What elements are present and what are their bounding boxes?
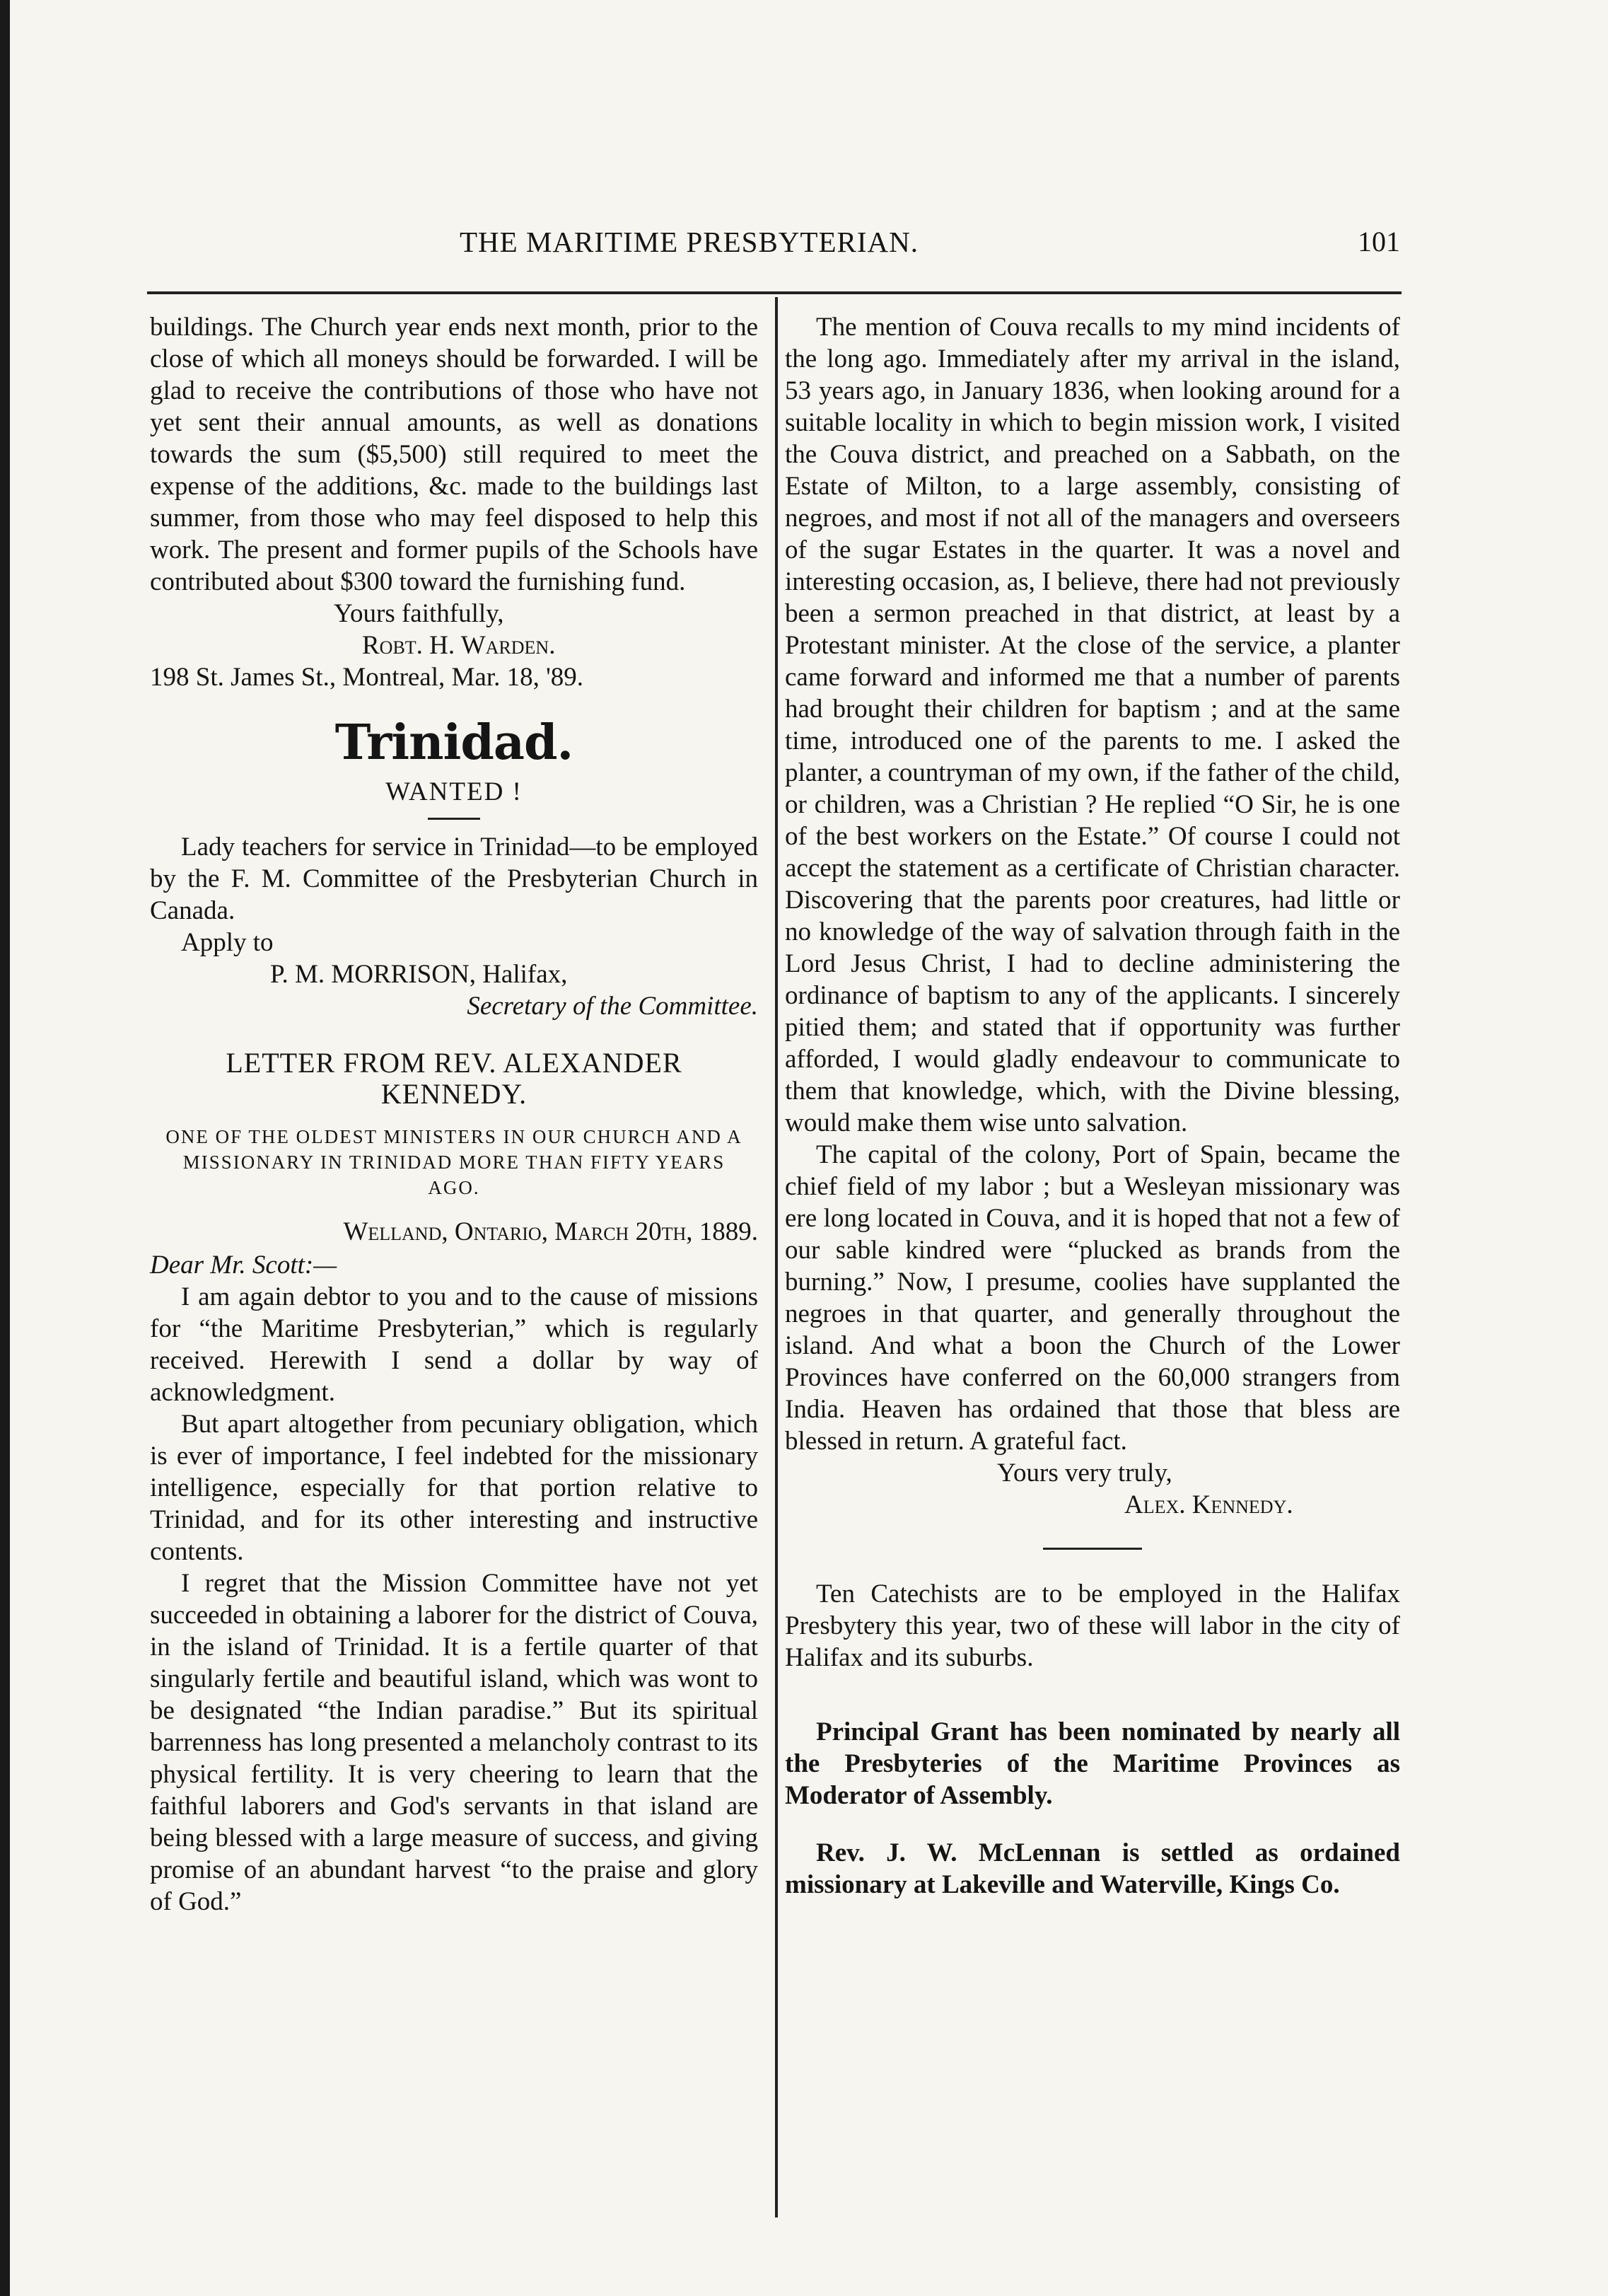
running-title: THE MARITIME PRESBYTERIAN. [460, 226, 919, 258]
warden-signature: Robt. H. Warden. [362, 631, 556, 660]
right-column [785, 311, 1400, 1901]
letter-subtitle: ONE OF THE OLDEST MINISTERS IN OUR CHURCH AND A MISSIONARY IN TRINIDAD MORE THAN FIFTY YEARS AGO. [165, 1126, 742, 1198]
kennedy-signature: Alex. Kennedy. [1124, 1490, 1293, 1519]
apply-to: Apply to [181, 928, 274, 957]
letter-paragraph-3: I regret that the Mission Committee have not yet succeeded in obtaining a laborer for the district of Couva, in the island of Trinidad. It is a fertile quarter of that singularly fertile and beautiful island, which was wont to be designated “the Indian paradise.” But its spiritual barrenness has long presented a melancholy contrast to its physical fertility. It is very cheering to learn that the faithful laborers and God's servants in that island are being blessed with a large measure of success, and giving promise of an abundant harvest “to the praise and glory of God.” [150, 1569, 758, 1916]
contact-name: P. M. MORRISON, Halifax, [270, 960, 568, 989]
contact-role: Secretary of the Committee. [467, 992, 758, 1021]
page-number: 101 [1358, 226, 1400, 257]
wanted-heading: WANTED ! [385, 777, 523, 806]
letter-dateline: Welland, Ontario, March 20th, 1889. [343, 1217, 758, 1246]
letter-paragraph-5: The capital of the colony, Port of Spain, became the chief field of my labor ; but a Wesleyan missionary was ere long located in Couva, and it is hoped that not a few of our sable kindred were “plucked as brands from the burning.” Now, I presume, coolies have supplanted the negroes in that quarter, and generally throughout the island. And what a boon the Church of the Lower Provinces have conferred on the 60,000 strangers from India. Heaven has ordained that those that bless are blessed in return. A grateful fact. [785, 1140, 1400, 1456]
letter-paragraph-2: But apart altogether from pecuniary obligation, which is ever of importance, I feel indebted for the missionary intelligence, especially for that portion relative to Trinidad, and for its other interesting and instructive contents. [150, 1410, 758, 1566]
warden-address: 198 St. James St., Montreal, Mar. 18, '89. [150, 663, 584, 692]
warden-letter-end: buildings. The Church year ends next month, prior to the close of which all moneys should be forwarded. I will be glad to receive the contributions of those who have not yet sent their annual amounts, as well as donations towards the sum ($5,500) still required to meet the expense of the additions, &c. made to the buildings last summer, from those who may feel disposed to help this work. The present and former pupils of the Schools have contributed about $300 toward the furnishing fund. [150, 313, 758, 596]
wanted-body: Lady teachers for service in Trinidad—to be employed by the F. M. Committee of the Presbyterian Church in Canada. [150, 833, 758, 925]
kennedy-closing: Yours very truly, [997, 1459, 1172, 1488]
letter-salutation: Dear Mr. Scott:— [150, 1251, 337, 1280]
page-header [141, 225, 1400, 267]
notice-catechists: Ten Catechists are to be employed in the Halifax Presbytery this year, two of these will labor in the city of Halifax and its suburbs. [785, 1579, 1400, 1672]
letter-paragraph-4: The mention of Couva recalls to my mind incidents of the long ago. Immediately after my arrival in the island, 53 years ago, in January 1836, when looking around for a suitable locality in which to begin mission work, I visited the Couva district, and preached on a Sabbath, on the Estate of Milton, to a large assembly, consisting of negroes, and most if not all of the managers and overseers of the sugar Estates in the quarter. It was a novel and interesting occasion, as, I believe, there had not previously been a sermon preached in that district, at least by a Protestant minister. At the close of the service, a planter came forward and informed me that a number of parents had brought their children for baptism ; and at the same time, introduced one of the parents to me. I asked the planter, a countryman of my own, if the father of the child, or children, was a Christian ? He replied “O Sir, he is one of the best workers on the Estate.” Of course I could not accept the statement as a certificate of Christian character. Discovering that the parents poor creatures, had little or no knowledge of the way of salvation through faith in the Lord Jesus Christ, I had to decline administering the ordinance of baptism to any of the applicants. I sincerely pitied them; and stated that if opportunity was further afforded, I would gladly endeavour to communicate to them that knowledge, which, with the Divine blessing, would make them wise unto salvation. [785, 313, 1400, 1137]
page-binding-edge [0, 0, 10, 2296]
header-rule [147, 291, 1402, 294]
letter-title: LETTER FROM REV. ALEXANDER KENNEDY. [226, 1047, 682, 1110]
left-column [150, 311, 758, 1918]
notice-principal-grant: Principal Grant has been nominated by nearly all the Presbyteries of the Maritime Provinces as Moderator of Assembly. [785, 1717, 1400, 1810]
section-title-trinidad: Trinidad. [334, 714, 573, 771]
wanted-rule [428, 818, 480, 820]
column-rule [775, 297, 778, 2217]
warden-closing: Yours faithfully, [334, 599, 504, 628]
letter-paragraph-1: I am again debtor to you and to the cause of missions for “the Maritime Presbyterian,” which is regularly received. Herewith I send a dollar by way of acknowledgment. [150, 1282, 758, 1407]
notice-rule [1043, 1548, 1142, 1550]
notice-mclennan: Rev. J. W. McLennan is settled as ordained missionary at Lakeville and Waterville, Kings Co. [785, 1838, 1400, 1899]
